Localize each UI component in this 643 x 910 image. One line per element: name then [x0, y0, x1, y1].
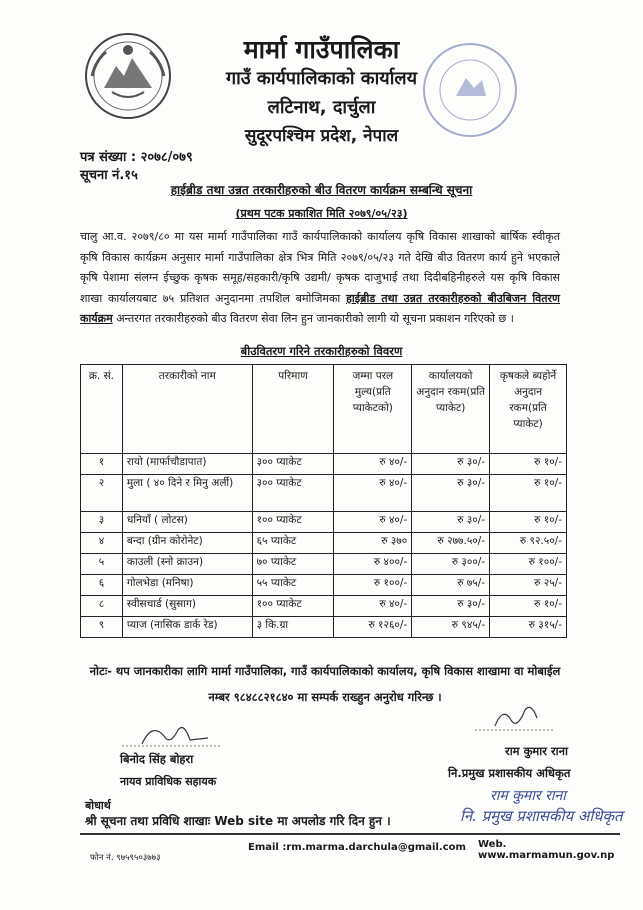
table-cell: रु ३१५/- — [490, 617, 567, 638]
col-header-sn: क्र. सं. — [81, 365, 123, 454]
table-cell: रु ९२.५०/- — [490, 533, 567, 554]
table-cell: गोलभेडा (मनिषा) — [122, 575, 252, 596]
col-header-total-price: जम्मा परल मुल्य(प्रति प्याकेटको) — [334, 365, 412, 454]
table-cell: रु ४००/- — [334, 554, 412, 575]
table-cell: प्याज (नासिक डार्क रेड) — [122, 617, 252, 638]
footer-divider — [80, 833, 620, 835]
table-cell: ९ — [81, 617, 123, 638]
table-cell: ३०० प्याकेट — [252, 454, 334, 475]
table-cell: रु ४०/- — [334, 454, 412, 475]
province-name: सुदूरपश्चिम प्रदेश, नेपाल — [244, 126, 399, 146]
table-cell: रु १०/- — [490, 596, 567, 617]
table-cell: रु १००/- — [334, 575, 412, 596]
left-signatory-name: बिनोद सिंह बोहरा — [120, 752, 194, 766]
office-location: लटिनाथ, दार्चुला — [267, 97, 376, 118]
footer-website[interactable]: Web. www.marmamun.gov.np — [478, 839, 615, 861]
table-row — [81, 512, 567, 533]
table-row — [81, 554, 567, 575]
table-cell: ३ — [81, 512, 123, 533]
table-cell: रु ३०/- — [412, 596, 490, 617]
col-header-office-subsidy: कार्यालयको अनुदान रकम(प्रति प्याकेट) — [412, 365, 490, 454]
seed-distribution-table — [80, 364, 567, 638]
bodhartha-line: श्री सूचना तथा प्रविधि शाखाः Web site मा अपलोड गरि दिन हुन । — [85, 814, 391, 828]
table-cell: मुला ( ४० दिने र मिनु अर्ली) — [122, 475, 252, 512]
table-cell: ३ कि.ग्रा — [252, 617, 334, 638]
right-signature-icon — [475, 700, 555, 734]
body-text-before: चालु आ.व. २०७९/८० मा यस मार्मा गाउँपालिका गाउँ कार्यपालिकाको कार्यालय कृषि विकास शाखाको बार्षिक स्वीकृत कृषि विकास कार्यक्रम अनुसार मार्मा गाउँपालिका क्षेत्र भित्र मिति २०७९/०५/२३ गते देखि बीउ वितरण कार्य हुने भएकाले कृषि पेशामा संलग्न ईच्छुक कृषक समूह/सहकारी/कृषि उद्यमी/ कृषक दाजुभाई तथा दिदीबहिनीहरुले यस कृषि विकास शाखा कार्यालयबाट ७५ प्रतिशत अनुदानमा तपशिल बमोजिमका — [80, 230, 560, 305]
left-signatory-position: नायव प्राविधिक सहायक — [120, 775, 217, 788]
table-row — [81, 454, 567, 475]
col-header-vegetable: तरकारीको नाम — [122, 365, 252, 454]
table-cell: १०० प्याकेट — [252, 512, 334, 533]
footer-phone: फोन नं. ९७५९५०३७७३ — [90, 853, 161, 863]
notice-body — [80, 227, 560, 330]
table-cell: ३०० प्याकेट — [252, 475, 334, 512]
table-header-row — [81, 365, 567, 454]
bodhartha-label: बोधार्थ — [85, 799, 111, 812]
table-cell: ८ — [81, 596, 123, 617]
table-row — [81, 475, 567, 512]
left-signature-icon — [112, 718, 252, 752]
table-cell: रु ४०/- — [334, 596, 412, 617]
table-cell: ७० प्याकेट — [252, 554, 334, 575]
stamp-position: नि. प्रमुख प्रशासकीय अधिकृत — [460, 807, 623, 825]
stamp-name: राम कुमार राना — [490, 788, 566, 804]
table-cell: रु २५/- — [490, 575, 567, 596]
table-row — [81, 617, 567, 638]
col-header-farmer-share: कृषकले ब्यहोर्ने अनुदान रकम(प्रति प्याकेट) — [490, 365, 567, 454]
table-cell: रु ९४५/- — [412, 617, 490, 638]
table-cell: रु ३०/- — [412, 512, 490, 533]
table-cell: रु ३००/- — [412, 554, 490, 575]
table-cell: रु ३७० — [334, 533, 412, 554]
notice-subject: हाईब्रीड तथा उन्नत तरकारीहरुको बीउ वितरण कार्यक्रम सम्बन्धि सूचना — [170, 183, 473, 197]
body-program-name: हाईब्रीड तथा उन्नत तरकारीहरुको बीउबिजन वितरण कार्यक्रम — [80, 291, 561, 325]
body-text-after: अन्तरगत तरकारीहरुको बीउ वितरण सेवा लिन हुन जानकारीको लागी यो सूचना प्रकाशन गरिएको छ । — [112, 312, 514, 325]
table-cell: रु २७७.५०/- — [412, 533, 490, 554]
table-caption: बीउवितरण गरिने तरकारीहरुको विवरण — [240, 344, 403, 358]
table-cell: स्वीसचार्ड (सुसाग) — [122, 596, 252, 617]
table-cell: रु १००/- — [490, 554, 567, 575]
table-cell: काउली (स्नो क्राउन) — [122, 554, 252, 575]
table-cell: ५५ प्याकेट — [252, 575, 334, 596]
table-cell: रायो (मार्फाचौडापात) — [122, 454, 252, 475]
table-cell: रु १०/- — [490, 454, 567, 475]
right-signatory-position: नि.प्रमुख प्रशासकीय अधिकृत — [448, 766, 571, 780]
table-cell: १ — [81, 454, 123, 475]
office-name: गाउँ कार्यपालिकाको कार्यालय — [225, 68, 418, 89]
table-cell: रु १०/- — [490, 475, 567, 512]
table-cell: ६५ प्याकेट — [252, 533, 334, 554]
municipality-title: मार्मा गाउँपालिका — [243, 35, 400, 64]
footer-email[interactable]: Email :rm.marma.darchula@gmail.com — [248, 842, 466, 853]
table-cell: रु ४०/- — [334, 475, 412, 512]
col-header-quantity: परिमाण — [252, 365, 334, 454]
table-cell: ५ — [81, 554, 123, 575]
table-cell: रु ४०/- — [334, 512, 412, 533]
table-cell: रु ३०/- — [412, 475, 490, 512]
right-signatory-name: राम कुमार राना — [505, 744, 568, 758]
table-row — [81, 533, 567, 554]
table-cell: ४ — [81, 533, 123, 554]
table-cell: बन्दा (ग्रीन कोरोनेट) — [122, 533, 252, 554]
table-cell: धनियाँ ( लोटस) — [122, 512, 252, 533]
notice-number: सूचना नं.१५ — [80, 168, 138, 183]
table-row — [81, 596, 567, 617]
publication-date: (प्रथम पटक प्रकाशित मिति २०७९/०५/२३) — [235, 207, 408, 220]
note-text: नोटः- थप जानकारीका लागि मार्मा गाउँपालिका, गाउँ कार्यपालिकाको कार्यालय, कृषि विकास शाखामा वा मोबाईल नम्बर ९८४८८२१८४० मा सम्पर्क राख्हुन अनुरोध गरिन्छ । — [89, 664, 561, 704]
table-cell: २ — [81, 475, 123, 512]
table-cell: रु १०/- — [490, 512, 567, 533]
letter-number: पत्र संख्या : २०७८/०७९ — [80, 150, 193, 165]
table-cell: रु ७५/- — [412, 575, 490, 596]
table-cell: ६ — [81, 575, 123, 596]
table-row — [81, 575, 567, 596]
table-cell: रु ३०/- — [412, 454, 490, 475]
table-cell: १०० प्याकेट — [252, 596, 334, 617]
table-cell: रु १२६०/- — [334, 617, 412, 638]
